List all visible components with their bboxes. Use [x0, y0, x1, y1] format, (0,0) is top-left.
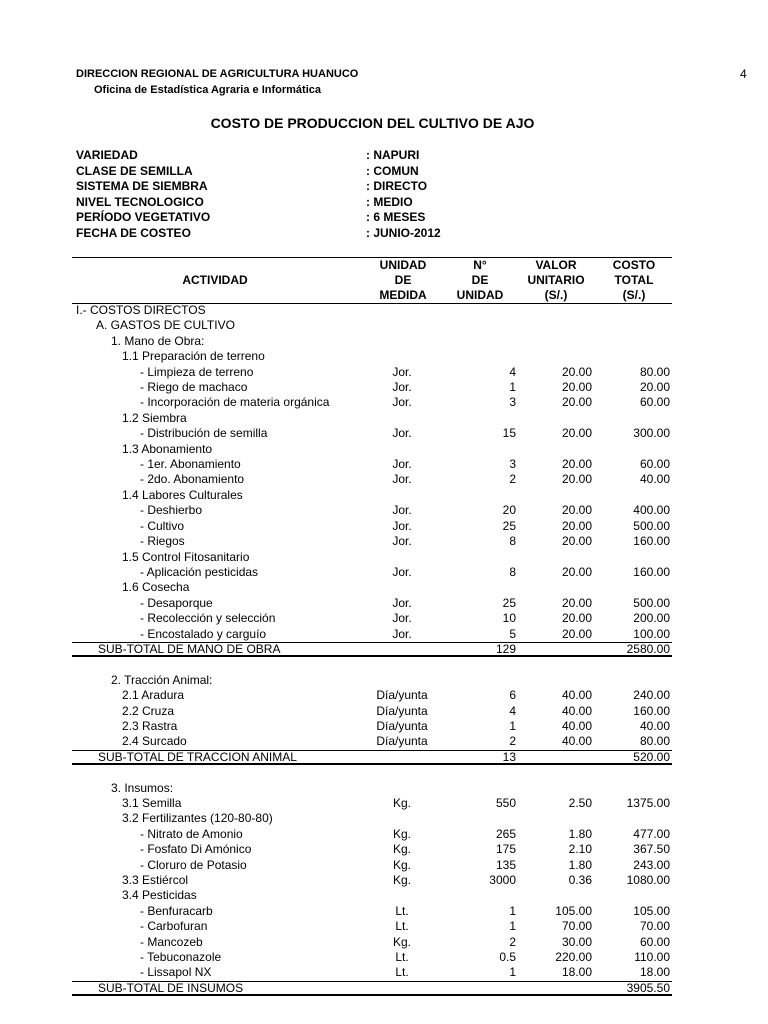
activity-cell: 3.2 Fertilizantes (120-80-80) [122, 811, 273, 826]
table-row [0, 426, 768, 441]
quantity-cell: 0.5 [499, 950, 516, 965]
activity-cell: 1.4 Labores Culturales [122, 487, 243, 502]
quantity-cell: 135 [495, 857, 516, 872]
total-cost-cell: 477.00 [633, 826, 670, 841]
total-cost-cell: 500.00 [633, 518, 670, 533]
unit-cell: Kg. [392, 826, 411, 841]
activity-cell: I.- COSTOS DIRECTOS [76, 303, 206, 317]
table-row [0, 873, 768, 888]
table-row [0, 519, 768, 534]
col-header-line: (S/.) [622, 288, 646, 302]
unit-price-cell: 20.00 [561, 395, 592, 410]
unit-cell: Kg. [392, 934, 411, 949]
col-header-line: (S/.) [544, 288, 568, 302]
total-cost-cell: 200.00 [633, 611, 670, 626]
activity-cell: 3. Insumos: [111, 780, 174, 795]
quantity-cell: 2 [509, 734, 516, 749]
activity-cell: 3.1 Semilla [122, 796, 182, 810]
unit-cell: Jor. [392, 380, 412, 395]
table-row [0, 627, 768, 642]
total-cost-cell: 240.00 [633, 688, 670, 703]
subtotal-row [72, 981, 672, 996]
unit-cell: Kg. [392, 873, 411, 888]
activity-cell: - Tebuconazole [140, 950, 222, 965]
table-row [0, 704, 768, 719]
table-row [0, 457, 768, 472]
table-row [0, 796, 768, 811]
total-cost-cell: 40.00 [639, 472, 670, 487]
table-row [0, 550, 768, 565]
unit-price-cell: 20.00 [561, 626, 592, 641]
org-name: DIRECCION REGIONAL DE AGRICULTURA HUANUCO [76, 68, 359, 80]
col-numero [448, 258, 512, 303]
unit-price-cell: 20.00 [561, 518, 592, 533]
quantity-cell: 4 [509, 364, 516, 379]
page-number: 4 [740, 67, 747, 81]
activity-cell: - Deshierbo [140, 503, 203, 518]
table-row [0, 395, 768, 410]
activity-cell: - Encostalado y carguío [140, 626, 267, 641]
table-row [0, 965, 768, 980]
activity-cell: 3.4 Pesticidas [122, 888, 197, 903]
table-row [0, 380, 768, 395]
activity-cell: 1. Mano de Obra: [111, 333, 205, 348]
unit-price-cell: 20.00 [561, 611, 592, 626]
table-row [0, 611, 768, 626]
table-row [0, 919, 768, 934]
table-row [0, 580, 768, 595]
table-row [0, 719, 768, 734]
table-row [0, 503, 768, 518]
unit-cell: Día/yunta [376, 703, 428, 718]
activity-cell: - Nitrato de Amonio [140, 826, 243, 841]
col-costo [598, 258, 670, 303]
info-label: CLASE DE SEMILLA [76, 163, 193, 178]
cost-table-body [0, 303, 768, 996]
activity-cell: - Riego de machaco [140, 380, 248, 395]
info-label: PERÍODO VEGETATIVO [76, 210, 211, 225]
activity-cell: - Recolección y selección [140, 611, 276, 626]
quantity-cell: 8 [509, 534, 516, 549]
info-value: : COMUN [366, 163, 419, 178]
unit-price-cell: 40.00 [561, 703, 592, 718]
table-row [0, 334, 768, 349]
table-row [0, 688, 768, 703]
activity-cell: - 1er. Abonamiento [140, 457, 241, 472]
spacer-row [0, 765, 768, 780]
quantity-cell: 1 [509, 380, 516, 395]
unit-cell: Kg. [392, 857, 411, 872]
activity-cell: 1.5 Control Fitosanitario [122, 549, 250, 564]
info-label: VARIEDAD [76, 148, 138, 162]
total-cost-cell: 80.00 [639, 734, 670, 749]
col-header-line: TOTAL [614, 273, 654, 287]
unit-cell: Jor. [392, 611, 412, 626]
unit-cell: Jor. [392, 457, 412, 472]
unit-cell: Lt. [395, 965, 409, 980]
unit-price-cell: 20.00 [561, 564, 592, 579]
quantity-cell: 20 [502, 503, 516, 518]
unit-price-cell: 20.00 [561, 380, 592, 395]
quantity-cell: 4 [509, 703, 516, 718]
activity-cell: A. GASTOS DE CULTIVO [96, 318, 235, 333]
activity-cell: - Fosfato Di Amónico [140, 842, 252, 857]
total-cost-cell: 300.00 [633, 426, 670, 441]
unit-price-cell: 40.00 [561, 688, 592, 703]
unit-price-cell: 220.00 [555, 950, 592, 965]
table-row [0, 472, 768, 487]
unit-price-cell: 20.00 [561, 503, 592, 518]
activity-cell: 2.1 Aradura [122, 688, 185, 703]
activity-cell: 2. Tracción Animal: [111, 672, 213, 687]
total-cost-cell: 60.00 [639, 457, 670, 472]
unit-cell: Jor. [392, 503, 412, 518]
activity-cell: - Mancozeb [140, 934, 203, 949]
quantity-cell: 5 [509, 626, 516, 641]
activity-cell: - Carbofuran [140, 919, 208, 934]
total-cost-cell: 400.00 [633, 503, 670, 518]
quantity-cell: 3 [509, 395, 516, 410]
office-name: Oficina de Estadística Agraria e Informática [94, 84, 322, 96]
unit-price-cell: 20.00 [561, 595, 592, 610]
unit-cell: Día/yunta [376, 718, 428, 733]
unit-price-cell: 105.00 [555, 903, 592, 918]
col-header-line: N° [473, 258, 487, 272]
quantity-cell: 3 [509, 457, 516, 472]
unit-price-cell: 40.00 [561, 734, 592, 749]
table-row [0, 365, 768, 380]
activity-cell: SUB-TOTAL DE MANO DE OBRA [98, 641, 281, 656]
unit-price-cell: 30.00 [561, 934, 592, 949]
table-row [0, 935, 768, 950]
total-cost-cell: 2580.00 [626, 641, 670, 656]
info-value: : DIRECTO [366, 179, 428, 194]
subtotal-row [72, 642, 672, 657]
table-row [0, 596, 768, 611]
activity-cell: 2.3 Rastra [122, 718, 178, 733]
table-row [0, 673, 768, 688]
unit-price-cell: 20.00 [561, 534, 592, 549]
col-header-line: COSTO [612, 258, 656, 272]
col-header-line: DE [471, 273, 489, 287]
unit-cell: Lt. [395, 903, 409, 918]
unit-cell: Lt. [395, 919, 409, 934]
unit-price-cell: 2.10 [568, 842, 592, 857]
activity-cell: - Aplicación pesticidas [140, 564, 259, 579]
col-header-line: VALOR [535, 258, 577, 272]
info-value: : JUNIO-2012 [366, 225, 441, 240]
unit-price-cell: 2.50 [568, 796, 592, 810]
table-row [0, 811, 768, 826]
quantity-cell: 1 [509, 965, 516, 980]
unit-cell: Jor. [392, 472, 412, 487]
document-title: COSTO DE PRODUCCION DEL CULTIVO DE AJO [210, 115, 535, 131]
unit-cell: Jor. [392, 518, 412, 533]
table-row [0, 349, 768, 364]
unit-price-cell: 70.00 [561, 919, 592, 934]
total-cost-cell: 160.00 [633, 534, 670, 549]
col-actividad [150, 273, 280, 288]
col-valor [518, 258, 594, 303]
unit-cell: Jor. [392, 626, 412, 641]
col-unidad [355, 258, 451, 303]
info-value: : NAPURI [366, 148, 420, 162]
unit-price-cell: 40.00 [561, 718, 592, 733]
quantity-cell: 8 [509, 564, 516, 579]
unit-cell: Jor. [392, 595, 412, 610]
activity-cell: - Lissapol NX [140, 965, 212, 980]
quantity-cell: 25 [502, 595, 516, 610]
unit-price-cell: 20.00 [561, 472, 592, 487]
spacer-row [0, 657, 768, 672]
activity-cell: - Limpieza de terreno [140, 364, 254, 379]
activity-cell: - Distribución de semilla [140, 426, 268, 441]
total-cost-cell: 20.00 [639, 380, 670, 395]
table-row [0, 827, 768, 842]
table-row [0, 565, 768, 580]
activity-cell: - Incorporación de materia orgánica [140, 395, 330, 410]
info-label: FECHA DE COSTEO [76, 225, 191, 240]
col-header-line: UNIDAD [456, 288, 504, 302]
col-header-line: UNIDAD [379, 258, 427, 272]
activity-cell: - Cultivo [140, 518, 185, 533]
unit-cell: Jor. [392, 564, 412, 579]
col-header-line: DE [394, 273, 412, 287]
col-header-line: MEDIDA [379, 288, 427, 302]
quantity-cell: 1 [509, 718, 516, 733]
table-row [0, 534, 768, 549]
unit-cell: Día/yunta [376, 688, 428, 703]
total-cost-cell: 243.00 [633, 857, 670, 872]
quantity-cell: 25 [502, 518, 516, 533]
table-row [0, 488, 768, 503]
activity-cell: 2.4 Surcado [122, 734, 187, 749]
table-row [0, 904, 768, 919]
info-label: NIVEL TECNOLOGICO [76, 194, 204, 209]
total-cost-cell: 1375.00 [626, 796, 670, 810]
total-cost-cell: 160.00 [633, 703, 670, 718]
table-row [0, 950, 768, 965]
unit-price-cell: 0.36 [568, 873, 592, 888]
activity-cell: 1.2 Siembra [122, 410, 187, 425]
unit-price-cell: 1.80 [568, 826, 592, 841]
total-cost-cell: 18.00 [639, 965, 670, 980]
total-cost-cell: 60.00 [639, 934, 670, 949]
total-cost-cell: 520.00 [633, 749, 670, 764]
total-cost-cell: 500.00 [633, 595, 670, 610]
unit-price-cell: 18.00 [561, 965, 592, 980]
quantity-cell: 1 [509, 903, 516, 918]
quantity-cell: 175 [495, 842, 516, 857]
unit-price-cell: 1.80 [568, 857, 592, 872]
quantity-cell: 3000 [489, 873, 516, 888]
total-cost-cell: 80.00 [639, 364, 670, 379]
unit-cell: Día/yunta [376, 734, 428, 749]
activity-cell: - Cloruro de Potasio [140, 857, 247, 872]
table-row [0, 734, 768, 749]
unit-price-cell: 20.00 [561, 364, 592, 379]
quantity-cell: 10 [502, 611, 516, 626]
table-row [0, 888, 768, 903]
quantity-cell: 265 [495, 826, 516, 841]
total-cost-cell: 105.00 [633, 903, 670, 918]
unit-cell: Lt. [395, 950, 409, 965]
total-cost-cell: 40.00 [639, 718, 670, 733]
total-cost-cell: 60.00 [639, 395, 670, 410]
unit-cell: Jor. [392, 395, 412, 410]
unit-cell: Kg. [392, 796, 411, 810]
activity-cell: 1.1 Preparación de terreno [122, 349, 265, 364]
table-row [0, 303, 768, 318]
unit-price-cell: 20.00 [561, 457, 592, 472]
activity-cell: SUB-TOTAL DE TRACCION ANIMAL [98, 749, 297, 764]
total-cost-cell: 3905.50 [626, 980, 670, 995]
total-cost-cell: 70.00 [639, 919, 670, 934]
table-row [0, 318, 768, 333]
unit-cell: Kg. [392, 842, 411, 857]
activity-cell: 1.3 Abonamiento [122, 441, 213, 456]
table-row [0, 411, 768, 426]
table-row [0, 781, 768, 796]
quantity-cell: 15 [502, 426, 516, 441]
table-row [0, 858, 768, 873]
quantity-cell: 6 [509, 688, 516, 703]
col-header-line: UNITARIO [527, 273, 585, 287]
total-cost-cell: 100.00 [633, 626, 670, 641]
activity-cell: - 2do. Abonamiento [140, 472, 245, 487]
activity-cell: 3.3 Estiércol [122, 873, 189, 888]
unit-cell: Jor. [392, 534, 412, 549]
total-cost-cell: 367.50 [633, 842, 670, 857]
total-cost-cell: 1080.00 [626, 873, 670, 888]
activity-cell: SUB-TOTAL DE INSUMOS [98, 980, 244, 995]
quantity-cell: 1 [509, 919, 516, 934]
unit-price-cell: 20.00 [561, 426, 592, 441]
col-actividad-label: ACTIVIDAD [182, 273, 248, 287]
activity-cell: 1.6 Cosecha [122, 580, 190, 595]
quantity-cell: 550 [495, 796, 516, 810]
unit-cell: Jor. [392, 426, 412, 441]
activity-cell: 2.2 Cruza [122, 703, 175, 718]
quantity-cell: 2 [509, 472, 516, 487]
quantity-cell: 2 [509, 934, 516, 949]
info-value: : 6 MESES [366, 210, 426, 225]
info-value: : MEDIO [366, 194, 413, 209]
unit-cell: Jor. [392, 364, 412, 379]
quantity-cell: 13 [502, 749, 516, 764]
table-row [0, 442, 768, 457]
total-cost-cell: 110.00 [634, 950, 670, 965]
activity-cell: - Desaporque [140, 595, 213, 610]
table-row [0, 842, 768, 857]
quantity-cell: 129 [495, 641, 516, 656]
activity-cell: - Riegos [140, 534, 185, 549]
activity-cell: - Benfuracarb [140, 903, 213, 918]
total-cost-cell: 160.00 [633, 564, 670, 579]
subtotal-row [72, 750, 672, 765]
info-label: SISTEMA DE SIEMBRA [76, 179, 208, 194]
